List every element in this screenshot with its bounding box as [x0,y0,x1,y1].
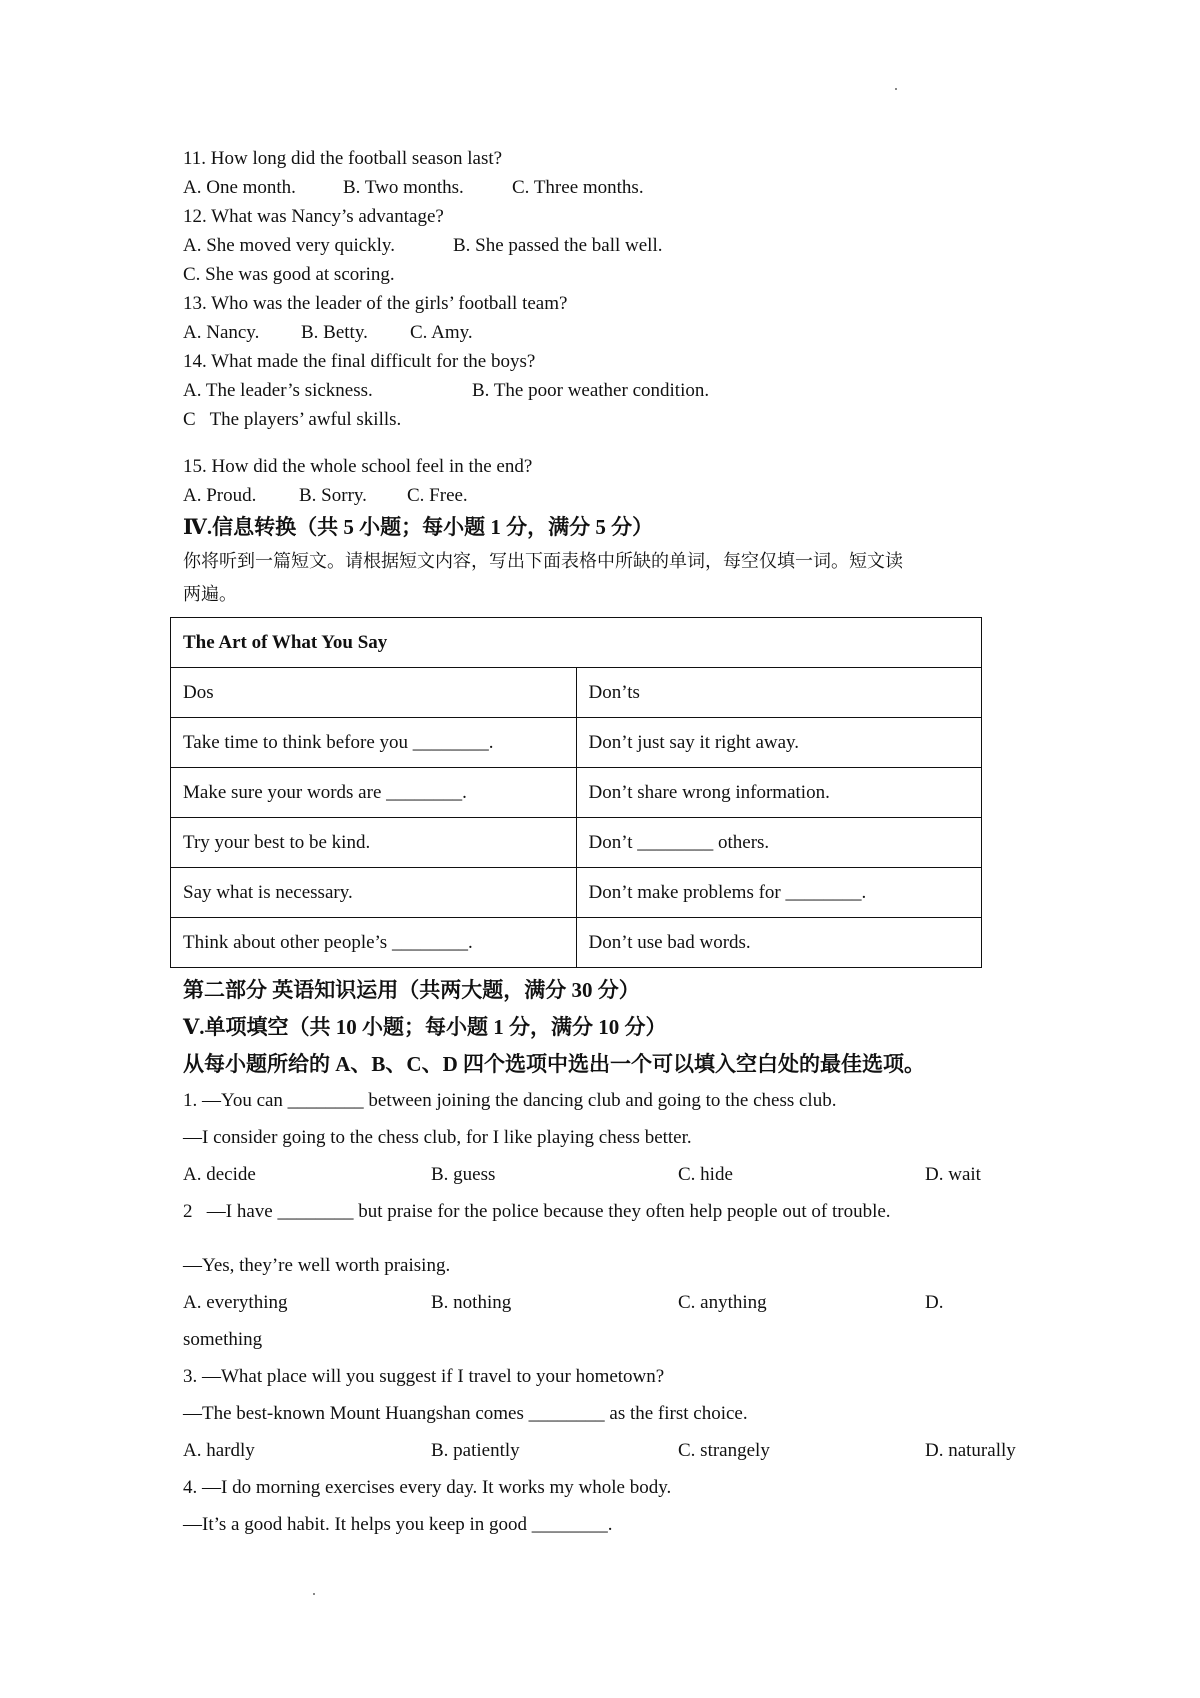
section-5-heading: Ⅴ.单项填空（共 10 小题；每小题 1 分，满分 10 分） [183,1015,667,1039]
option-15b: B. Sorry. [299,485,367,506]
option-11c: C. Three months. [512,177,644,198]
option-14a: A. The leader’s sickness. [183,380,373,401]
option-13b: B. Betty. [301,322,368,343]
mc-option-2b: B. nothing [431,1292,512,1313]
table-cell-dos: Say what is necessary. [171,868,577,918]
table-row [171,818,982,868]
table-cell-donts: Don’t share wrong information. [576,768,982,818]
mc-option-2d: D. [925,1292,944,1313]
mc-option-1d: D. wait [925,1164,981,1185]
option-14b: B. The poor weather condition. [472,380,710,401]
mc-question-1-line2: —I consider going to the chess club, for I like playing chess better. [183,1127,692,1148]
mc-option-2d-wrap: something [183,1329,263,1350]
question-15: 15. How did the whole school feel in the end? [183,456,533,477]
mc-question-4-line1: 4. —I do morning exercises every day. It works my whole body. [183,1477,672,1498]
mc-option-3a: A. hardly [183,1440,255,1461]
table-header-dos: Dos [171,668,577,718]
mc-question-2-line1: 2 —I have ________ but praise for the police because they often help people out of trouble. [183,1201,891,1222]
table-title-row [171,618,982,668]
question-13: 13. Who was the leader of the girls’ football team? [183,293,568,314]
option-12c: C. She was good at scoring. [183,264,395,285]
section-5-instruction: 从每小题所给的 A、B、C、D 四个选项中选出一个可以填入空白处的最佳选项。 [183,1052,926,1076]
mc-question-2-line2: —Yes, they’re well worth praising. [183,1255,451,1276]
option-15c: C. Free. [407,485,468,506]
table-header-donts: Don’ts [576,668,982,718]
table-cell-donts: Don’t ________ others. [576,818,982,868]
mc-option-3c: C. strangely [678,1440,770,1461]
mc-question-3-line1: 3. —What place will you suggest if I travel to your hometown? [183,1366,665,1387]
mc-question-1-line1: 1. —You can ________ between joining the dancing club and going to the chess club. [183,1090,837,1111]
table-cell-donts: Don’t just say it right away. [576,718,982,768]
section-4-heading: Ⅳ.信息转换（共 5 小题；每小题 1 分，满分 5 分） [183,515,654,539]
option-14c: C The players’ awful skills. [183,409,402,430]
option-15a: A. Proud. [183,485,257,506]
mc-option-2c: C. anything [678,1292,767,1313]
scan-dot [895,88,897,90]
art-of-speech-table [170,617,982,968]
scan-dot [313,1593,315,1595]
mc-option-3d: D. naturally [925,1440,1016,1461]
mc-question-3-line2: —The best-known Mount Huangshan comes ________ as the first choice. [183,1403,748,1424]
table-row [171,868,982,918]
option-11b: B. Two months. [343,177,464,198]
table-row [171,918,982,968]
option-11a: A. One month. [183,177,296,198]
mc-option-1c: C. hide [678,1164,733,1185]
table-title: The Art of What You Say [171,618,982,668]
table-cell-dos: Make sure your words are ________. [171,768,577,818]
table-cell-donts: Don’t make problems for ________. [576,868,982,918]
section-4-instruction-line2: 两遍。 [183,584,237,605]
section-4-instruction-line1: 你将听到一篇短文。请根据短文内容，写出下面表格中所缺的单词，每空仅填一词。短文读 [183,551,903,572]
option-13c: C. Amy. [410,322,473,343]
table-row [171,768,982,818]
option-12a: A. She moved very quickly. [183,235,395,256]
question-14: 14. What made the final difficult for the boys? [183,351,536,372]
table-cell-donts: Don’t use bad words. [576,918,982,968]
mc-option-3b: B. patiently [431,1440,520,1461]
part-2-heading: 第二部分 英语知识运用（共两大题，满分 30 分） [183,978,640,1002]
table-header-row [171,668,982,718]
table-cell-dos: Take time to think before you ________. [171,718,577,768]
table-cell-dos: Think about other people’s ________. [171,918,577,968]
table-cell-dos: Try your best to be kind. [171,818,577,868]
mc-option-2a: A. everything [183,1292,288,1313]
option-12b: B. She passed the ball well. [453,235,663,256]
question-11: 11. How long did the football season last? [183,148,503,169]
mc-question-4-line2: —It’s a good habit. It helps you keep in good ________. [183,1514,613,1535]
option-13a: A. Nancy. [183,322,260,343]
question-12: 12. What was Nancy’s advantage? [183,206,444,227]
mc-option-1a: A. decide [183,1164,256,1185]
mc-option-1b: B. guess [431,1164,496,1185]
table-row [171,718,982,768]
